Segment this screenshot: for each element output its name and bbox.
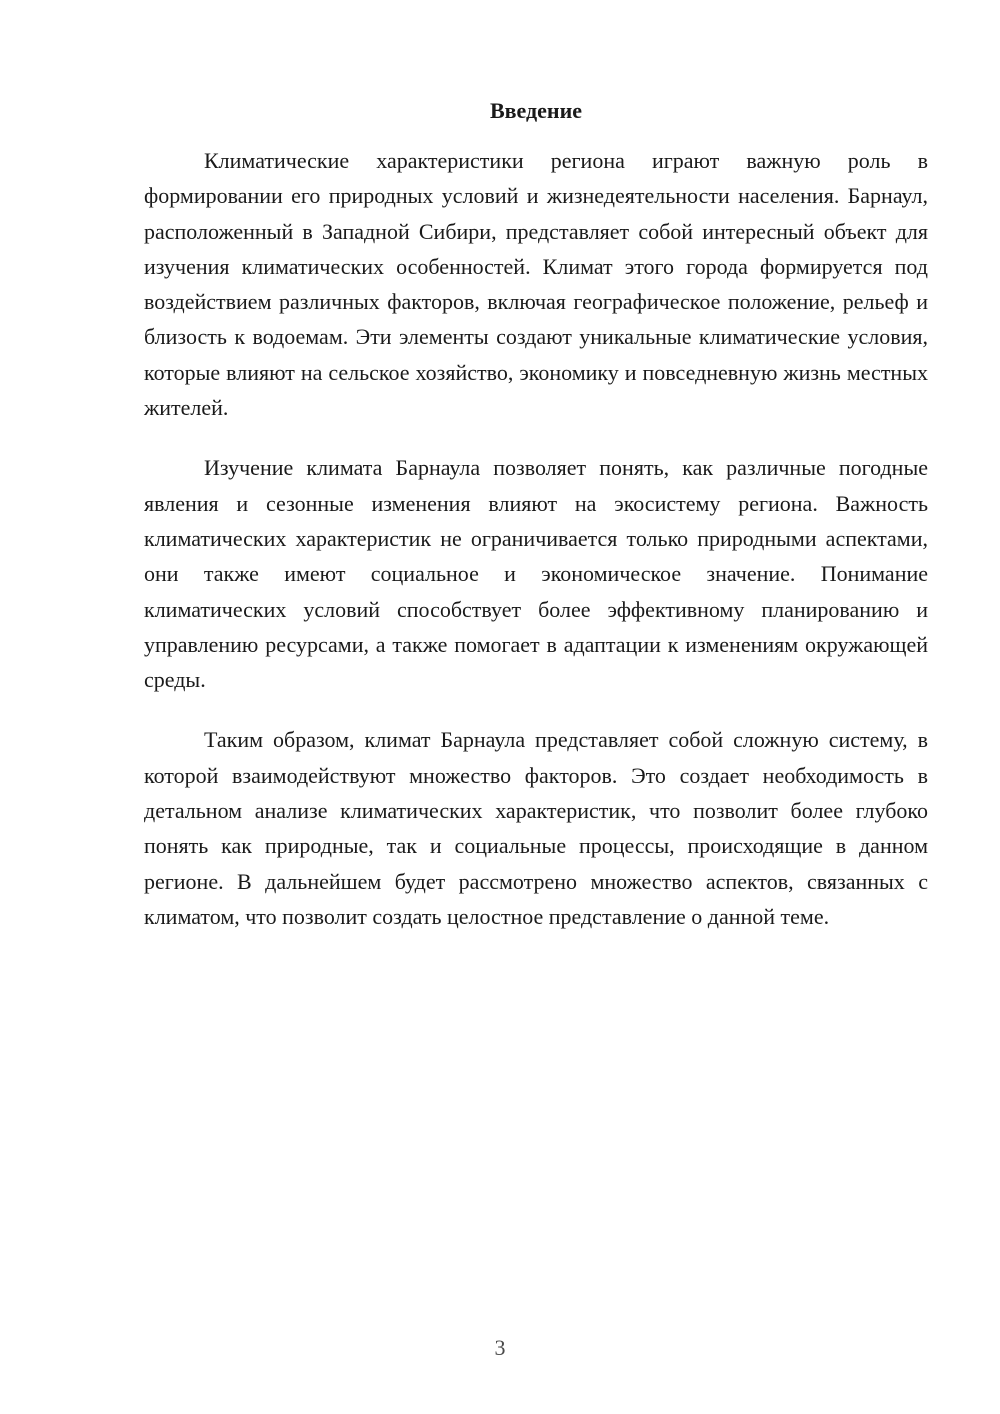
page-number: 3 <box>494 1335 506 1360</box>
paragraph-3: Таким образом, климат Барнаула представляет собой сложную систему, в которой взаимодействуют множество факторов. Это создает необходимость в детальном анализе климатических характеристик, что позволит более глубоко понять как природные, так и социальные процессы, происходящие в данном регионе. В дальнейшем будет рассмотрено множество аспектов, связанных с климатом, что позволит создать целостное представление о данной теме. <box>144 727 928 929</box>
paragraph-1: Климатические характеристики региона играют важную роль в формировании его природных условий и жизнедеятельности населения. Барнаул, расположенный в Западной Сибири, представляет собой интересный объект для изучения климатических особенностей. Климат этого города формируется под воздействием различных факторов, включая географическое положение, рельеф и близость к водоемам. Эти элементы создают уникальные климатические условия, которые влияют на сельское хозяйство, экономику и повседневную жизнь местных жителей. <box>144 148 928 421</box>
paragraph-2: Изучение климата Барнаула позволяет понять, как различные погодные явления и сезонные изменения влияют на экосистему региона. Важность климатических характеристик не ограничивается только природными аспектами, они также имеют социальное и экономическое значение. Понимание климатических условий способствует более эффективному планированию и управлению ресурсами, а также помогает в адаптации к изменениям окружающей среды. <box>144 455 928 693</box>
page-title: Введение <box>489 98 583 123</box>
page-content <box>144 96 928 959</box>
